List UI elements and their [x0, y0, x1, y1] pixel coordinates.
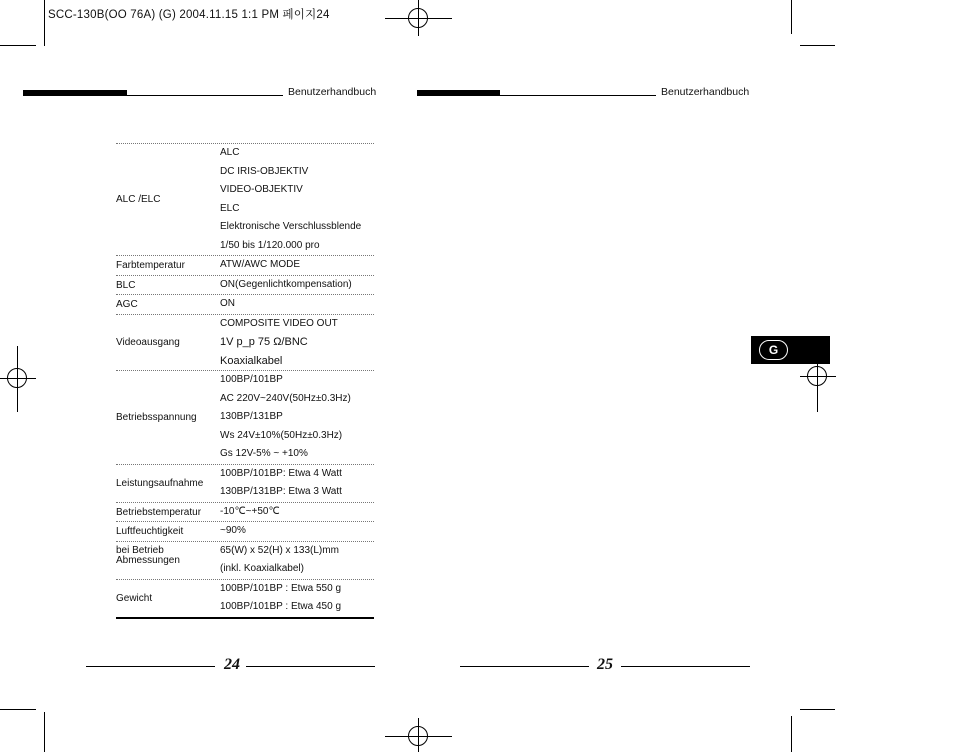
spec-value: ATW/AWC MODE [220, 259, 300, 270]
spec-label-line: Videoausgang [116, 336, 180, 348]
spec-label [116, 295, 216, 314]
spec-value: ELC [220, 202, 240, 214]
header-title: Benutzerhandbuch [288, 86, 377, 98]
spec-value: 100BP/101BP [220, 374, 283, 385]
crop-mark [44, 712, 45, 752]
header-title: Benutzerhandbuch [661, 86, 750, 98]
page-number: 24 [224, 656, 240, 673]
spec-label-line: Betriebsspannung [116, 411, 197, 423]
spec-value: ON [220, 298, 235, 309]
spec-values [220, 580, 374, 617]
spec-value: COMPOSITE VIDEO OUT [220, 317, 338, 329]
crop-mark [791, 716, 792, 752]
spec-values [220, 371, 374, 464]
spec-value: Gs 12V-5% ~ +10% [220, 448, 308, 459]
spec-label-line: Farbtemperatur [116, 260, 185, 271]
spec-values [220, 465, 374, 502]
crop-mark [800, 709, 835, 710]
spec-value: Ws 24V±10%(50Hz±0.3Hz) [220, 429, 343, 441]
spec-value: 100BP/101BP : Etwa 550 g [220, 582, 342, 594]
spec-label [116, 503, 216, 522]
spec-values [220, 256, 374, 275]
spec-values [220, 503, 374, 522]
crop-mark [0, 709, 36, 710]
spec-label-line: BLC [116, 279, 136, 291]
spec-values [220, 315, 374, 371]
spec-label-line: Betriebstemperatur [116, 506, 202, 518]
spec-label-line: Gewicht [116, 592, 153, 604]
spec-label-line: AGC [116, 299, 138, 310]
spec-value: ~90% [220, 525, 246, 536]
spec-row [116, 143, 374, 255]
spec-value: ON(Gegenlichtkompensation) [220, 278, 352, 290]
spec-row [116, 294, 374, 314]
crop-mark [44, 0, 45, 46]
spec-value: 1V p_p 75 Ω/BNC [220, 336, 308, 348]
spec-label [116, 276, 216, 295]
spec-row [116, 464, 374, 502]
spec-row [116, 541, 374, 579]
spec-value: Koaxialkabel [220, 354, 283, 367]
crop-mark [0, 45, 36, 46]
spec-values [220, 522, 374, 541]
language-tab [751, 336, 830, 364]
spec-value: 65(W) x 52(H) x 133(L)mm [220, 544, 339, 556]
spec-values [220, 276, 374, 295]
spec-label [116, 256, 216, 275]
spec-value: 130BP/131BP: Etwa 3 Watt [220, 486, 342, 497]
spec-label-line: ALC /ELC [116, 194, 161, 205]
spec-value: DC IRIS-OBJEKTIV [220, 165, 309, 177]
spec-value: AC 220V~240V(50Hz±0.3Hz) [220, 392, 351, 404]
spec-label [116, 474, 216, 493]
specification-table [116, 143, 374, 619]
spec-value: 100BP/101BP : Etwa 450 g [220, 601, 342, 612]
spec-label [116, 551, 216, 570]
spec-value: Elektronische Verschlussblende [220, 221, 362, 232]
spec-row [116, 314, 374, 371]
spec-row [116, 502, 374, 522]
spec-values [220, 144, 374, 255]
spec-label-line: bei Betrieb [116, 545, 164, 556]
spec-value: (inkl. Koaxialkabel) [220, 563, 304, 574]
spec-value: VIDEO-OBJEKTIV [220, 184, 303, 195]
spec-label [116, 408, 216, 427]
language-tab-letter: G [759, 340, 788, 360]
spec-row [116, 370, 374, 464]
spec-row [116, 275, 374, 295]
spec-row [116, 579, 374, 619]
spec-label [116, 333, 216, 352]
spec-label-line: Abmessungen [116, 554, 180, 566]
spec-value: -10℃~+50℃ [220, 505, 280, 517]
spec-value: ALC [220, 147, 240, 158]
spec-label-line: Luftfeuchtigkeit [116, 526, 184, 537]
crop-mark [800, 45, 835, 46]
spec-label-line: Leistungsaufnahme [116, 477, 204, 489]
spec-values [220, 542, 374, 579]
page-number: 25 [597, 656, 613, 673]
spec-value: 1/50 bis 1/120.000 pro [220, 239, 320, 251]
print-slug: SCC-130B(OO 76A) (G) 2004.11.15 1:1 PM 페이지24 [48, 9, 330, 21]
spec-label [116, 589, 216, 608]
spec-label [116, 190, 216, 209]
spec-values [220, 295, 374, 314]
crop-mark [791, 0, 792, 34]
spec-row [116, 255, 374, 275]
spec-value: 100BP/101BP: Etwa 4 Watt [220, 467, 342, 479]
spec-value: 130BP/131BP [220, 411, 283, 422]
